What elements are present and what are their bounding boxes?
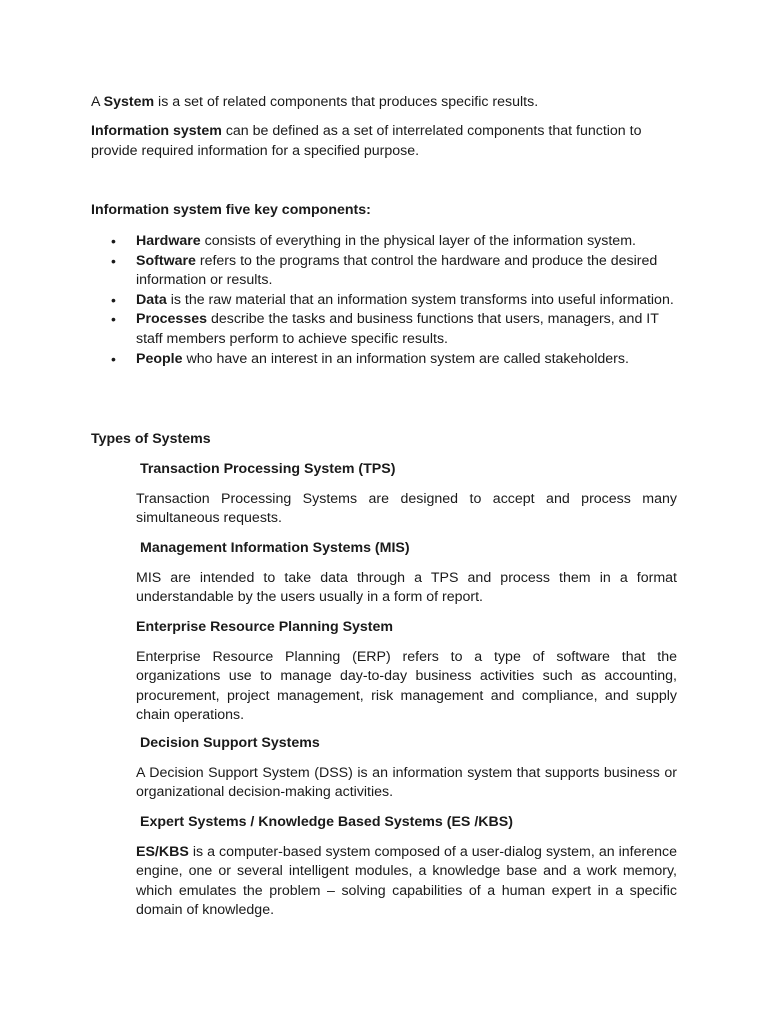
component-term: People [136,350,183,367]
component-text: is the raw material that an information system transforms into useful information. [166,291,674,308]
system-description: Enterprise Resource Planning (ERP) refers to a type of software that the organizations use to manage day-to-day business activities such as accounting, procurement, project management, risk management and compliance, and supply chain operations. [136,648,677,724]
types-heading: Types of Systems [91,431,211,447]
es-kbs-description-text: is a computer-based system composed of a user-dialog system, an inference engine, one or several intelligent modules, a knowledge base and a work memory, which emulates the problem – solving capabilities of a human expert in a specific domain of knowledge. [136,843,677,919]
system-description: MIS are intended to take data through a TPS and process them in a format understandable by the users usually in a form of report. [136,569,677,606]
system-definition [91,93,681,113]
list-item [91,252,681,291]
intro-prefix: A [91,94,104,110]
system-section-mis [136,539,677,608]
bullet-icon: • [111,252,116,269]
system-section-es-kbs [136,813,677,921]
system-term: System [103,94,155,110]
component-term: Hardware [136,233,201,249]
system-definition-text: is a set of related components that produces specific results. [154,94,539,110]
system-section-dss [136,734,677,803]
component-term: Processes [136,311,207,328]
system-title: Management Information Systems (MIS) [140,540,410,556]
components-heading: Information system five key components: [91,202,371,218]
components-list [91,232,681,369]
es-kbs-term: ES/KBS [136,843,189,860]
bullet-icon: • [111,311,116,328]
information-system-definition [91,122,681,161]
system-section-erp [136,618,677,726]
component-text: consists of everything in the physical layer of the information system. [200,233,636,249]
system-section-tps [136,460,677,529]
component-text: describe the tasks and business functions that users, managers, and IT staff members perform to achieve specific results. [136,311,659,347]
bullet-icon: • [111,350,116,367]
component-text: who have an interest in an information system are called stakeholders. [182,350,629,367]
system-description: A Decision Support System (DSS) is an information system that supports business or organizational decision-making activities. [136,764,677,801]
bullet-icon: • [111,233,116,249]
component-text: refers to the programs that control the hardware and produce the desired information or results. [136,252,658,289]
information-system-definition-text: can be defined as a set of interrelated components that function to provide required information for a specified purpose. [91,123,642,159]
system-title: Enterprise Resource Planning System [136,619,394,635]
system-title: Transaction Processing System (TPS) [140,461,396,477]
component-term: Software [136,252,196,269]
system-title: Expert Systems / Knowledge Based Systems (ES /KBS) [140,814,513,830]
information-system-term: Information system [91,123,222,139]
component-term: Data [136,291,167,308]
system-title: Decision Support Systems [140,735,320,751]
list-item [91,310,681,349]
bullet-icon: • [111,291,116,308]
list-item [91,232,681,252]
system-description [136,843,677,921]
system-description: Transaction Processing Systems are designed to accept and process many simultaneous requests. [136,490,677,527]
list-item [91,350,681,370]
list-item [91,291,681,311]
